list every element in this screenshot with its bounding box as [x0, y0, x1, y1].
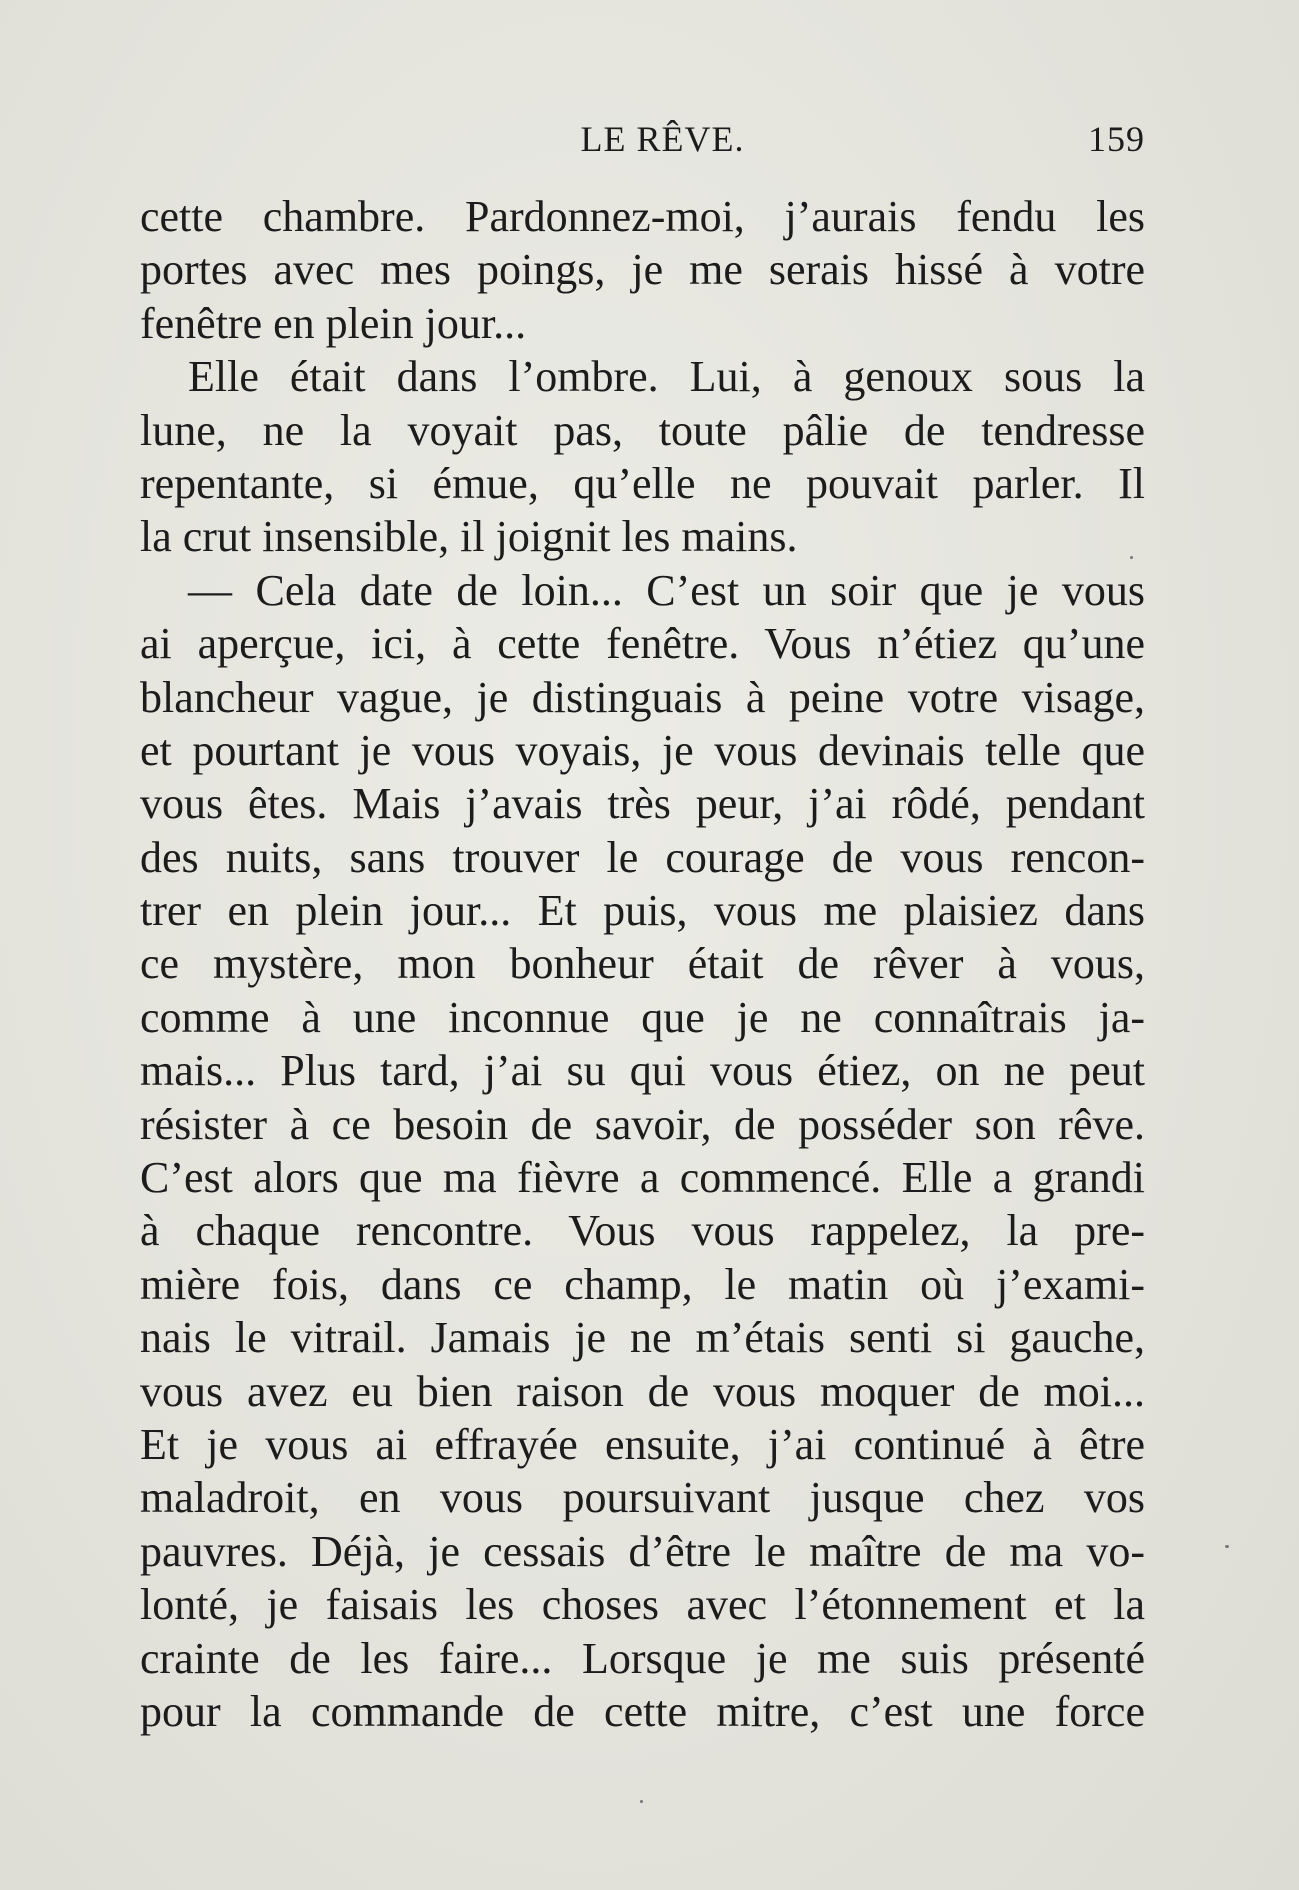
body-text [140, 190, 1145, 1738]
paper-speck [1130, 556, 1133, 559]
text-line: trer en plein jour... Et puis, vous me plaisiez dans [140, 886, 1145, 936]
text-line: la crut insensible, il joignit les mains. [140, 512, 798, 562]
text-line: vous avez eu bien raison de vous moquer de moi... [140, 1366, 1145, 1416]
paper-speck [640, 1800, 643, 1803]
text-line: résister à ce besoin de savoir, de posséder son rêve. [140, 1099, 1145, 1149]
text-line: blancheur vague, je distinguais à peine votre visage, [140, 672, 1145, 722]
page-number: 159 [1088, 119, 1145, 159]
text-line: comme à une inconnue que je ne connaîtrais ja- [140, 992, 1145, 1042]
text-line: maladroit, en vous poursuivant jusque chez vos [140, 1473, 1145, 1523]
text-line: Et je vous ai effrayée ensuite, j’ai continué à être [140, 1419, 1145, 1469]
text-line: mais... Plus tard, j’ai su qui vous étiez, on ne peut [140, 1046, 1145, 1096]
text-line: crainte de les faire... Lorsque je me suis présenté [140, 1633, 1145, 1683]
text-line: fenêtre en plein jour... [140, 298, 527, 348]
text-line: mière fois, dans ce champ, le matin où j’exami- [140, 1259, 1145, 1309]
text-line: — Cela date de loin... C’est un soir que je vous [188, 565, 1145, 615]
running-head [140, 118, 1145, 168]
text-line: à chaque rencontre. Vous vous rappelez, la pre- [140, 1206, 1145, 1256]
paper-speck [1225, 1545, 1229, 1548]
text-line: nais le vitrail. Jamais je ne m’étais senti si gauche, [140, 1313, 1145, 1363]
text-line: repentante, si émue, qu’elle ne pouvait parler. Il [140, 458, 1145, 508]
text-line: ce mystère, mon bonheur était de rêver à vous, [140, 939, 1145, 989]
text-line: Elle était dans l’ombre. Lui, à genoux sous la [188, 352, 1145, 402]
text-line: lune, ne la voyait pas, toute pâlie de tendresse [140, 405, 1145, 455]
text-line: cette chambre. Pardonnez-moi, j’aurais fendu les [140, 192, 1145, 241]
text-line: lonté, je faisais les choses avec l’étonnement et la [140, 1580, 1145, 1630]
text-line: portes avec mes poings, je me serais hissé à votre [140, 245, 1145, 295]
running-title: LE RÊVE. [580, 119, 745, 159]
text-line: des nuits, sans trouver le courage de vous rencon- [140, 832, 1145, 882]
text-line: C’est alors que ma fièvre a commencé. Elle a grandi [140, 1153, 1145, 1203]
text-line: pour la commande de cette mitre, c’est une force [140, 1686, 1145, 1736]
text-line: et pourtant je vous voyais, je vous devinais telle que [140, 725, 1145, 775]
text-line: ai aperçue, ici, à cette fenêtre. Vous n’étiez qu’une [140, 619, 1145, 669]
text-line: pauvres. Déjà, je cessais d’être le maître de ma vo- [140, 1526, 1145, 1576]
text-line: vous êtes. Mais j’avais très peur, j’ai rôdé, pendant [140, 779, 1145, 829]
